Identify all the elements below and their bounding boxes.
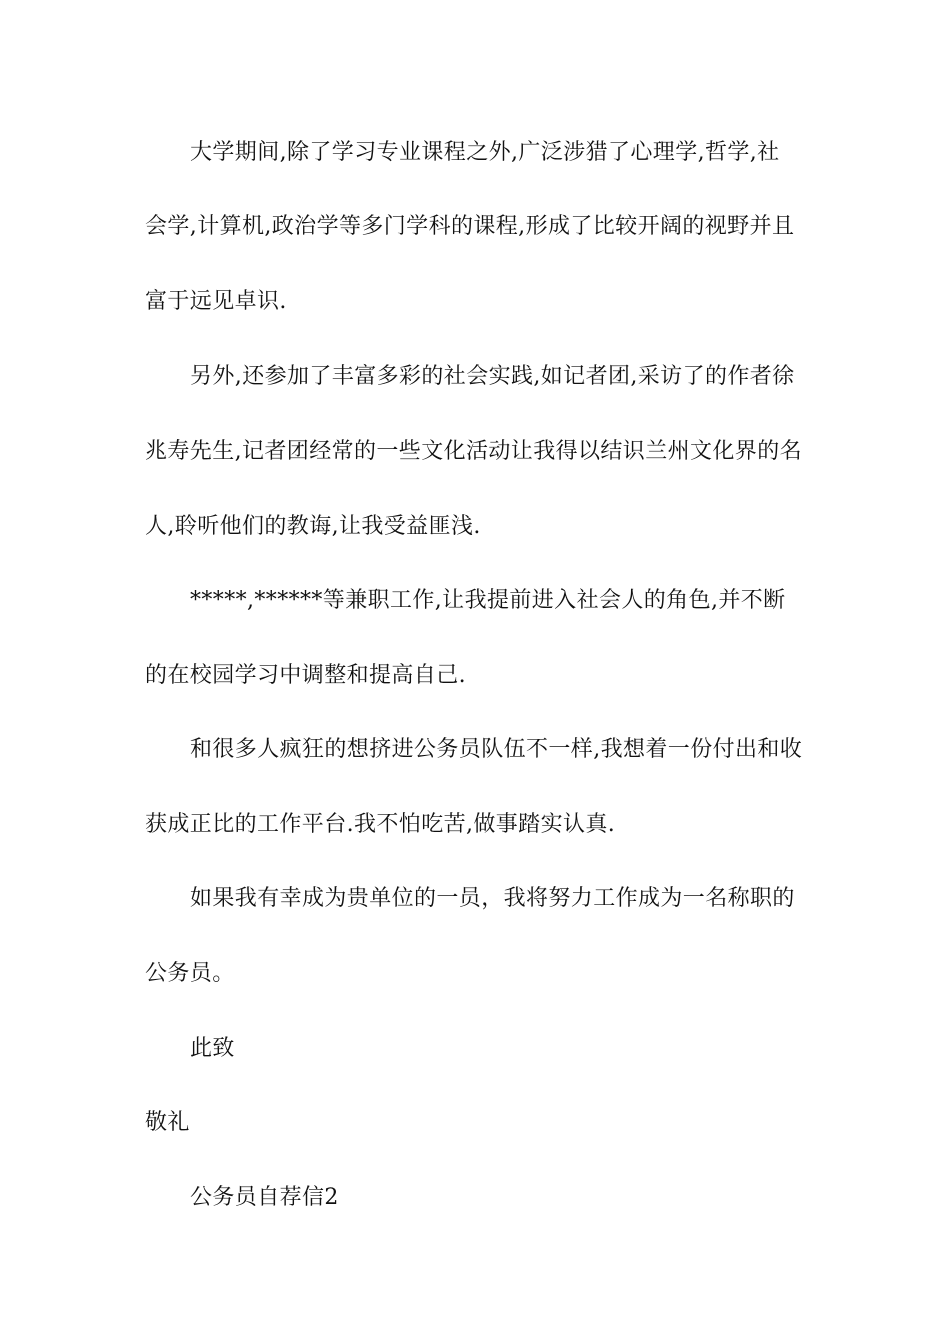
paragraph-5-line-2: 公务员。 — [145, 961, 235, 986]
paragraph-2-line-1: 另外,还参加了丰富多彩的社会实践,如记者团,采访了的作者徐 — [190, 364, 795, 389]
paragraph-1-line-2: 会学,计算机,政治学等多门学科的课程,形成了比较开阔的视野并且 — [145, 214, 795, 239]
paragraph-2-line-2: 兆寿先生,记者团经常的一些文化活动让我得以结识兰州文化界的名 — [145, 439, 802, 464]
paragraph-3-line-1: *****,******等兼职工作,让我提前进入社会人的角色,并不断 — [190, 588, 786, 613]
paragraph-2-line-3: 人,聆听他们的教诲,让我受益匪浅. — [145, 514, 481, 539]
closing-salutation: 此致 — [190, 1036, 235, 1061]
paragraph-1-line-1: 大学期间,除了学习专业课程之外,广泛涉猎了心理学,哲学,社 — [190, 140, 780, 165]
paragraph-4-line-1: 和很多人疯狂的想挤进公务员队伍不一样,我想着一份付出和收 — [190, 737, 803, 762]
paragraph-3-line-2: 的在校园学习中调整和提高自己. — [145, 663, 466, 688]
closing-regards: 敬礼 — [145, 1110, 190, 1135]
paragraph-1-line-3: 富于远见卓识. — [145, 289, 287, 314]
paragraph-5-line-1: 如果我有幸成为贵单位的一员，我将努力工作成为一名称职的 — [190, 886, 795, 911]
next-letter-heading: 公务员自荐信2 — [190, 1185, 339, 1210]
paragraph-4-line-2: 获成正比的工作平台.我不怕吃苦,做事踏实认真. — [145, 812, 616, 837]
